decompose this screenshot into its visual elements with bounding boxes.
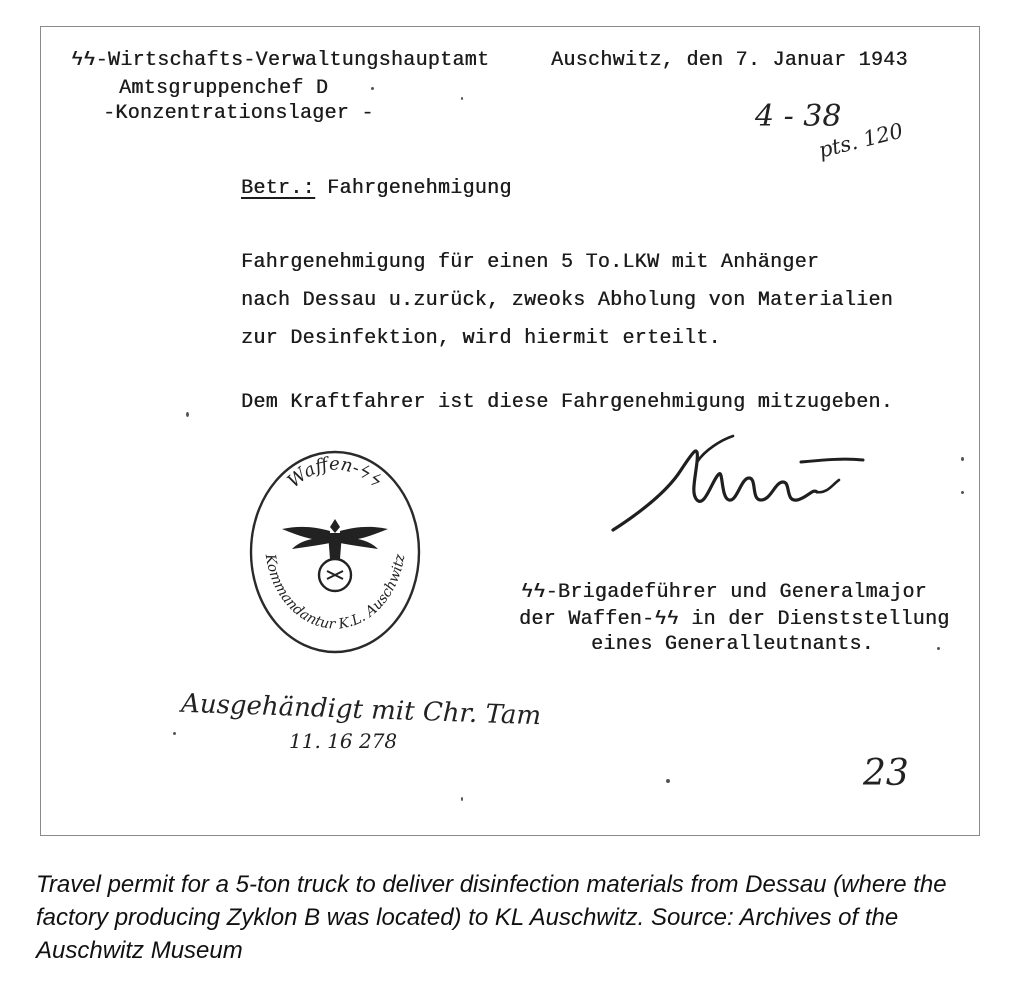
scan-speck xyxy=(961,457,964,461)
body-line-3: zur Desinfektion, wird hiermit erteilt. xyxy=(241,327,721,350)
scan-speck xyxy=(666,779,670,783)
scan-speck xyxy=(937,647,940,650)
signature-scrawl xyxy=(601,422,881,542)
file-note-number: 4 - 38 xyxy=(755,99,842,134)
document-scan xyxy=(40,26,980,836)
page-number: 23 xyxy=(863,753,909,794)
official-stamp xyxy=(246,447,424,657)
scan-speck xyxy=(186,412,189,417)
handwritten-note-line-2: 11. 16 278 xyxy=(289,729,398,753)
office-line-3: -Konzentrationslager - xyxy=(103,102,374,125)
subject-text: Fahrgenehmigung xyxy=(327,177,512,200)
scan-speck xyxy=(961,491,964,494)
office-line-1: ϟϟ-Wirtschafts-Verwaltungshauptamt xyxy=(71,49,490,72)
body-line-2: nach Dessau u.zurück, zweoks Abholung von Materialien xyxy=(241,289,894,312)
file-note-sub: pts. 120 xyxy=(816,118,906,163)
place-date: Auschwitz, den 7. Januar 1943 xyxy=(551,49,908,72)
figure-caption: Travel permit for a 5-ton truck to deliver disinfection materials from Dessau (where the factory producing Zyklon B was located) to KL Auschwitz. Source: Archives of the Auschwitz Museum xyxy=(36,871,947,964)
scan-speck xyxy=(371,87,374,90)
stamp-bottom-text: Kommandantur K.L. Auschwitz xyxy=(261,552,409,633)
office-line-2: Amtsgruppenchef D xyxy=(119,77,329,100)
stamp-top-text: Waffen-ϟϟ xyxy=(283,453,387,493)
scan-speck xyxy=(173,732,176,735)
subject-line xyxy=(241,177,512,201)
rank-line-1: ϟϟ-Brigadeführer und Generalmajor xyxy=(521,581,927,604)
rank-line-3: eines Generalleutnants. xyxy=(591,633,874,656)
scan-speck xyxy=(461,97,463,100)
body-line-1: Fahrgenehmigung für einen 5 To.LKW mit Anhänger xyxy=(241,251,820,274)
instruction-line: Dem Kraftfahrer ist diese Fahrgenehmigung mitzugeben. xyxy=(241,391,894,414)
scan-speck xyxy=(461,797,463,801)
rank-line-2: der Waffen-ϟϟ in der Dienststellung xyxy=(519,608,950,631)
handwritten-note-line-1: Ausgehändigt mit Chr. Tam xyxy=(180,688,542,732)
eagle-emblem-icon xyxy=(282,519,388,591)
subject-label: Betr.: xyxy=(241,177,315,200)
